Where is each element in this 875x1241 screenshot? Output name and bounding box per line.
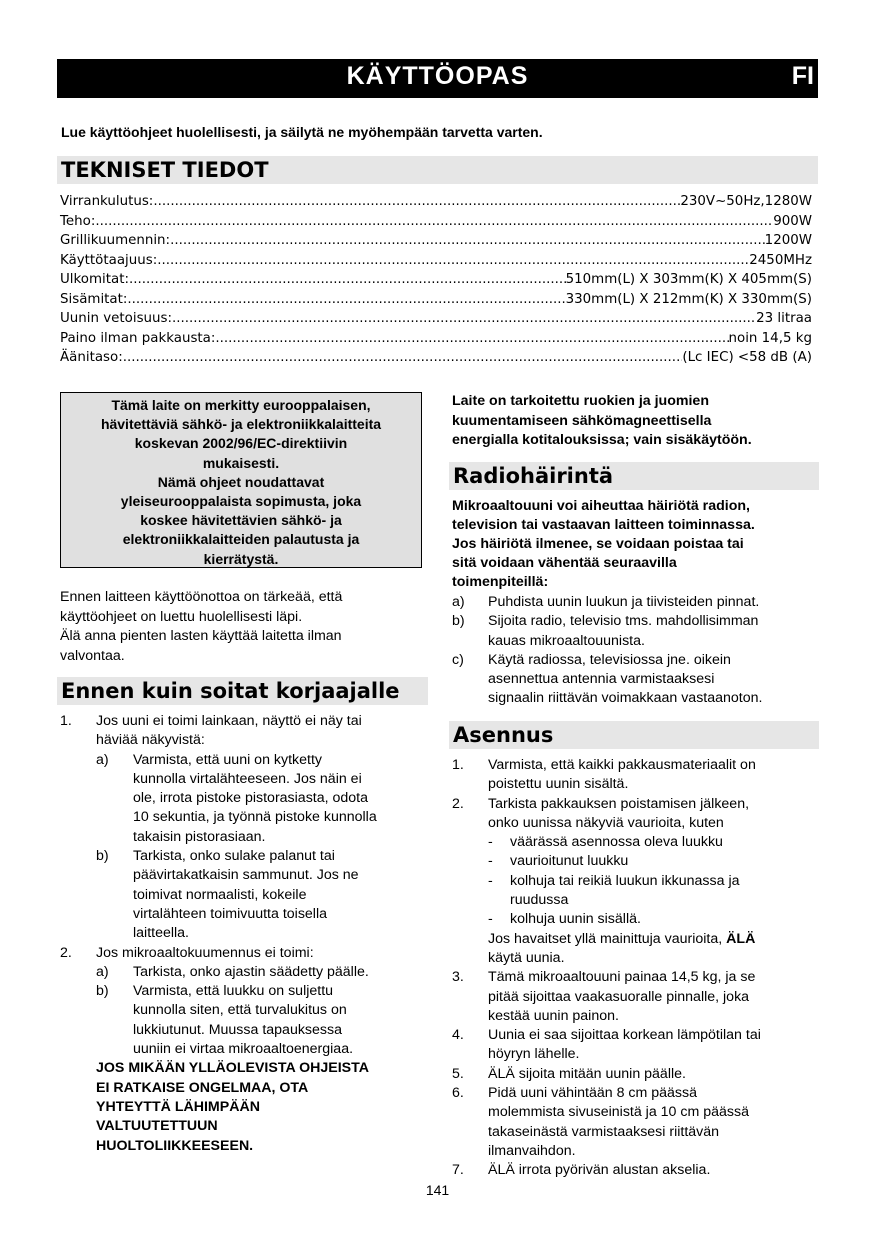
spec-value: (Lc IEC) <58 dB (A) [682, 350, 812, 365]
text-line: Sijoita radio, televisio tms. mahdollisimman [488, 613, 759, 630]
text-line: Laite on tarkoitettu ruokien ja juomien [452, 393, 709, 409]
text-line: asennettua antennia varmistaaksesi [488, 671, 715, 688]
text-line: Ennen laitteen käyttöönottoa on tärkeää, että [60, 589, 343, 605]
item-number: b) [452, 613, 465, 630]
spec-row [60, 251, 812, 271]
notice-line: koskee hävitettävien sähkö- ja [140, 512, 342, 529]
text-line: uuniin ei virtaa mikroaaltoenergiaa. [133, 1041, 354, 1058]
spec-label: Teho: [60, 213, 96, 229]
text-line: sitä voidaan vähentää seuraavilla [452, 555, 677, 571]
spec-label: Käyttötaajuus: [60, 252, 158, 268]
list-item [452, 1065, 822, 1084]
install-heading: Asennus [449, 721, 819, 749]
text-line: ilmanvaihdon. [488, 1142, 576, 1159]
spec-row [60, 192, 812, 212]
notice-line: kierrätystä. [203, 550, 279, 567]
text-line: kunnolla virtalähteeseen. Jos näin ei [133, 770, 362, 787]
text-line: Uunia ei saa sijoittaa korkean lämpötilan tai [488, 1027, 761, 1044]
text-line: VALTUUTETTUUN [96, 1118, 218, 1135]
page-number: 141 [425, 1182, 450, 1198]
text-line: Tarkista pakkauksen poistamisen jälkeen, [488, 795, 750, 812]
before-use-paragraph [60, 588, 342, 666]
install-list [452, 756, 822, 1181]
spec-value: 330mm(L) X 212mm(K) X 330mm(S) [565, 291, 812, 307]
radio-heading: Radiohäirintä [449, 462, 819, 490]
sub-item [96, 751, 430, 847]
list-item [452, 795, 822, 969]
tech-heading: TEKNISET TIEDOT [57, 156, 818, 184]
text-line: takaisin pistorasiaan. [133, 828, 266, 845]
spec-row [60, 231, 812, 251]
text-line: television tai vastaavan laitteen toiminnassa. [452, 517, 755, 533]
text-line: väärässä asennossa oleva luukku [510, 834, 723, 851]
text-line: kolhuja uunin sisällä. [510, 911, 641, 928]
dash-item [488, 833, 822, 852]
list-item [60, 712, 430, 944]
text-line: kestää uunin painon. [488, 1007, 619, 1024]
text-line: pitää sijoittaa vaakasuoralle pinnalle, joka [488, 988, 750, 1005]
text-line: Käytä radiossa, televisiossa jne. oikein [488, 651, 731, 668]
text-line: onko uunissa näkyviä vaurioita, kuten [488, 814, 724, 831]
service-warning [96, 1059, 430, 1155]
spec-value: noin 14,5 kg [728, 330, 812, 346]
list-item [452, 612, 822, 651]
item-number: 2. [60, 944, 72, 961]
radio-list [452, 593, 822, 709]
spec-row [60, 348, 812, 368]
text-line: Älä anna pienten lasten käyttää laitetta ilman [60, 628, 342, 644]
text-line: vaurioitunut luukku [510, 853, 629, 870]
text-line: kuumentamiseen sähkömagneettisella [452, 412, 712, 429]
spec-value: 230V~50Hz,1280W [680, 194, 812, 209]
repair-heading: Ennen kuin soitat korjaajalle [57, 677, 428, 705]
text-line: toimivat normaalisti, kokeile [133, 886, 307, 903]
spec-label: Uunin vetoisuus: [60, 311, 173, 326]
text-line: JOS MIKÄÄN YLLÄOLEVISTA OHJEISTA [96, 1060, 370, 1077]
text-line: kolhuja tai reikiä luukun ikkunassa ja [510, 872, 740, 889]
notice-line: elektroniikkalaitteiden palautusta ja [122, 531, 360, 548]
text-line: käyttöohjeet on luettu huolellisesti läpi. [60, 608, 303, 625]
text-line: Tarkista, onko ajastin säädetty päälle. [133, 963, 369, 980]
text-line: päävirtakatkaisin sammunut. Jos ne [133, 867, 359, 884]
item-number: 6. [452, 1085, 464, 1102]
spec-list [60, 192, 812, 368]
notice-line: koskevan 2002/96/EC-direktiivin [134, 435, 348, 452]
text-line: ÄLÄ irrota pyörivän alustan akselia. [488, 1162, 711, 1179]
text-line: toimenpiteillä: [452, 574, 549, 590]
text-run: Jos havaitset yllä mainittuja vaurioita, [488, 930, 727, 947]
dash-bullet: - [488, 872, 493, 889]
text-line: lukkiutunut. Muussa tapauksessa [133, 1021, 342, 1038]
text-line: kunnolla siten, että turvalukitus on [133, 1002, 347, 1019]
list-item [452, 593, 822, 612]
text-line: 10 sekuntia, ja työnnä pistoke kunnolla [133, 809, 377, 826]
list-item [452, 1084, 822, 1161]
text-line: häviää näkyvistä: [96, 732, 205, 749]
item-number: a) [452, 594, 465, 610]
sub-number: a) [96, 963, 109, 980]
text-line: Tarkista, onko sulake palanut tai [133, 848, 335, 865]
text-line: ÄLÄ sijoita mitään uunin päälle. [488, 1065, 686, 1082]
repair-list [60, 712, 430, 1156]
spec-value: 900W [773, 213, 812, 229]
text-line: käytä uunia. [488, 949, 565, 966]
spec-row [60, 270, 812, 290]
spec-label: Sisämitat: [60, 291, 128, 307]
spec-label: Paino ilman pakkausta: [60, 330, 216, 346]
item-number: 1. [60, 713, 72, 729]
spec-value: 510mm(L) X 303mm(K) X 405mm(S) [565, 272, 812, 287]
dash-bullet: - [488, 911, 493, 928]
dash-bullet: - [488, 853, 493, 870]
list-item [452, 968, 822, 1026]
spec-label: Virrankulutus: [60, 194, 154, 209]
page-title: KÄYTTÖOPAS [346, 62, 529, 90]
text-line: signaalin riittävän voimakkaan vastaanoton. [488, 690, 763, 707]
spec-label: Ulkomitat: [60, 272, 129, 287]
text-line: Jos uuni ei toimi lainkaan, näyttö ei näy tai [96, 713, 362, 729]
weee-notice-box [60, 392, 422, 568]
text-line: EI RATKAISE ONGELMAA, OTA [96, 1079, 309, 1096]
dash-item [488, 852, 822, 871]
text-line: HUOLTOLIIKKEESEEN. [96, 1137, 254, 1154]
text-line: virtalähteen toimivuutta toisella [133, 905, 327, 922]
notice-line: hävitettäviä sähkö- ja elektroniikkalaitteita [100, 416, 382, 433]
item-number: 7. [452, 1162, 464, 1179]
spec-row [60, 212, 812, 232]
item-number: 1. [452, 757, 464, 773]
notice-line: Nämä ohjeet noudattavat [157, 473, 325, 490]
text-line: höyryn lähelle. [488, 1046, 580, 1063]
list-item [452, 1026, 822, 1065]
radio-intro [452, 497, 755, 592]
item-number: 4. [452, 1027, 464, 1044]
spec-value: 2450MHz [749, 252, 812, 268]
text-line: Varmista, että luukku on suljettu [133, 983, 334, 1000]
item-number: 3. [452, 969, 464, 986]
text-line: energialla kotitalouksissa; vain sisäkäytöön. [452, 432, 752, 448]
notice-line: Tämä laite on merkitty eurooppalaisen, [111, 397, 371, 413]
sub-number: a) [96, 751, 109, 768]
header-bar [57, 59, 818, 98]
text-line: takaseinästä varmistaaksesi riittävän [488, 1123, 720, 1140]
text-line: kauas mikroaaltouunista. [488, 632, 645, 649]
text-line: valvontaa. [60, 647, 125, 664]
spec-value: 1200W [764, 233, 812, 248]
text-line: Pidä uuni vähintään 8 cm päässä [488, 1085, 698, 1102]
list-item [452, 651, 822, 709]
text-line: Varmista, että uuni on kytketty [133, 751, 322, 768]
spec-label: Grillikuumennin: [60, 233, 171, 248]
text-line: poistettu uunin sisältä. [488, 776, 629, 793]
text-line: Puhdista uunin luukun ja tiivisteiden pinnat. [488, 594, 760, 610]
text-line: laitteella. [133, 925, 189, 942]
dash-item [488, 910, 822, 929]
sub-item [96, 963, 430, 982]
notice-line: yleiseurooppalaista sopimusta, joka [120, 493, 362, 510]
text-line: Tämä mikroaaltouuni painaa 14,5 kg, ja se [488, 969, 756, 986]
text-line: molemmista sivuseinistä ja 10 cm päässä [488, 1104, 749, 1121]
spec-row [60, 329, 812, 349]
intro-text: Lue käyttöohjeet huolellisesti, ja säilytä ne myöhempään tarvetta varten. [61, 124, 543, 140]
item-number: c) [452, 651, 464, 668]
list-item [452, 1161, 822, 1180]
spec-row [60, 309, 812, 329]
text-line: ole, irrota pistoke pistorasiasta, odota [133, 790, 369, 807]
text-run-bold: ÄLÄ [726, 930, 756, 947]
text-line: Jos mikroaaltokuumennus ei toimi: [96, 944, 314, 961]
sub-item [96, 982, 430, 1059]
damage-note [488, 930, 822, 949]
item-number: 2. [452, 795, 464, 812]
text-line: ruudussa [510, 892, 569, 909]
text-line: Varmista, että kaikki pakkausmateriaalit on [488, 757, 756, 773]
purpose-paragraph [452, 392, 752, 451]
text-line: YHTEYTTÄ LÄHIMPÄÄN [96, 1098, 260, 1115]
item-number: 5. [452, 1065, 464, 1082]
spec-label: Äänitaso: [60, 350, 123, 365]
sub-number: b) [96, 848, 109, 865]
dash-item [488, 872, 822, 911]
spec-row [60, 290, 812, 310]
sub-number: b) [96, 983, 109, 1000]
sub-item [96, 847, 430, 943]
text-line: Jos häiriötä ilmenee, se voidaan poistaa tai [452, 536, 744, 552]
language-code: FI [791, 62, 814, 90]
text-line: Mikroaaltouuni voi aiheuttaa häiriötä radion, [452, 498, 750, 514]
list-item [452, 756, 822, 795]
notice-line: mukaisesti. [202, 454, 280, 471]
dash-bullet: - [488, 834, 493, 851]
list-item [60, 944, 430, 1156]
spec-value: 23 litraa [756, 311, 812, 326]
